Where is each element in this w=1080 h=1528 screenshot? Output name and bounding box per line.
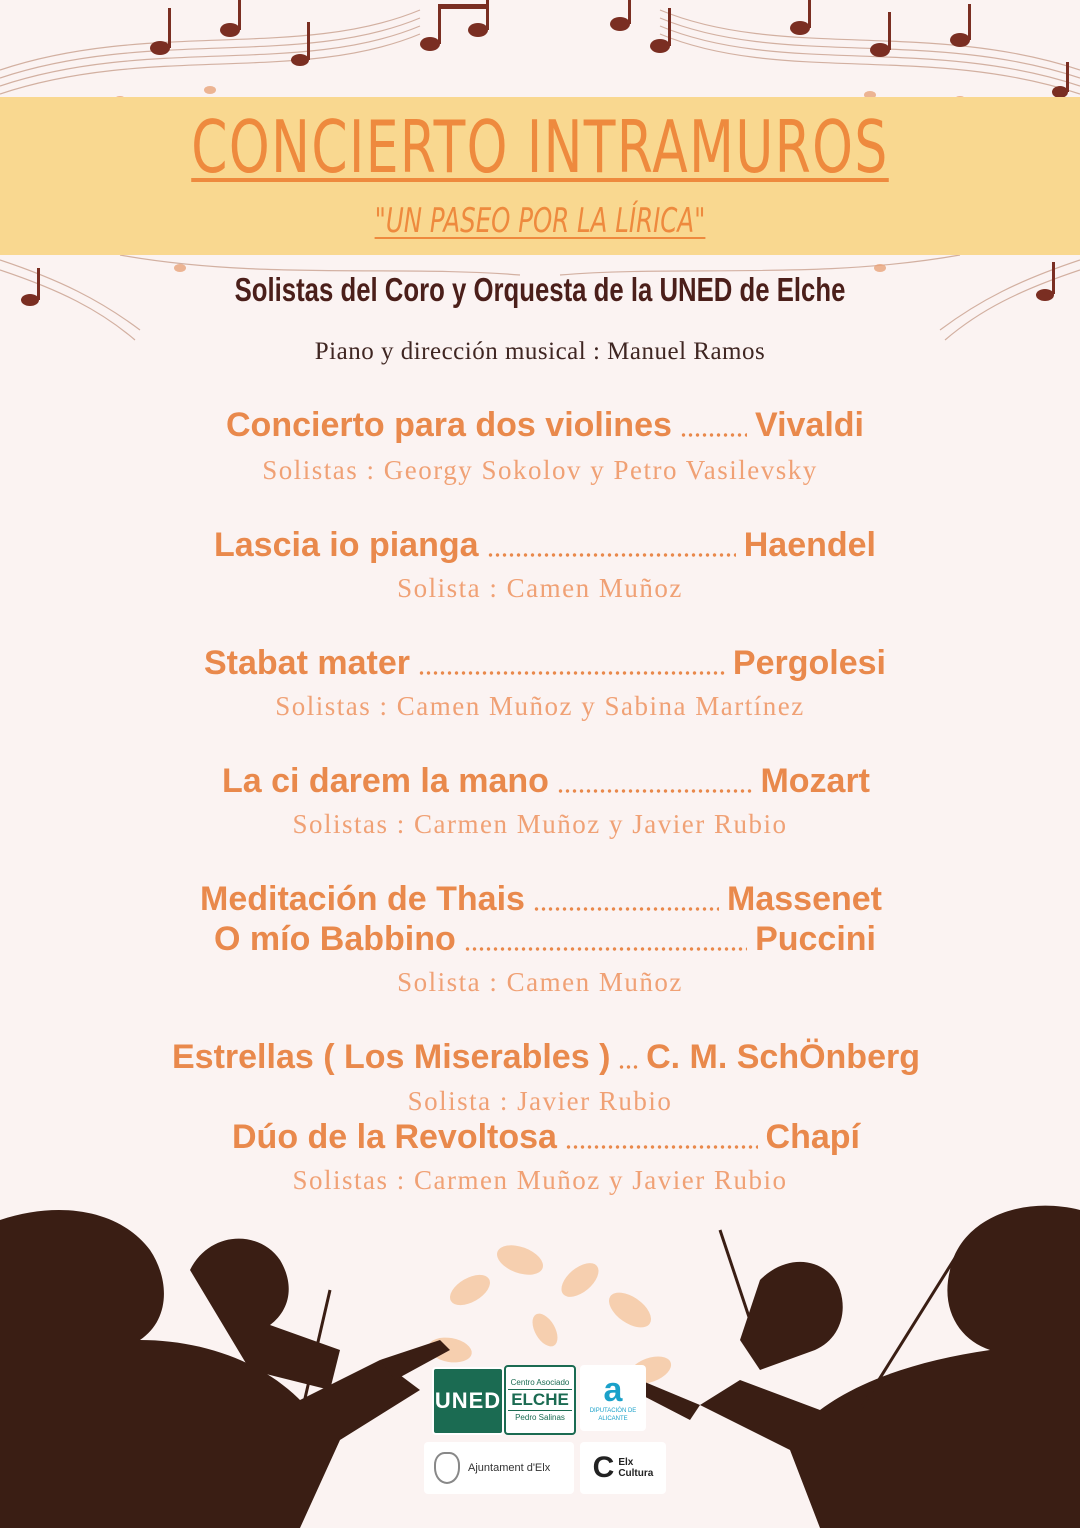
centro-subname: Pedro Salinas <box>515 1413 565 1422</box>
program-item <box>200 878 882 920</box>
work-title: Stabat mater <box>204 644 410 682</box>
program-item <box>214 918 876 960</box>
composer-name: Vivaldi <box>755 406 864 444</box>
diputacion-mark: a <box>603 1371 623 1409</box>
composer-name: C. M. SchÖnberg <box>646 1038 920 1076</box>
dot-leader <box>557 789 753 793</box>
composer-name: Pergolesi <box>732 644 886 682</box>
composer-name: Puccini <box>755 920 876 958</box>
concert-subtitle: "UN PASEO POR LA LÍRICA" <box>374 201 706 241</box>
centro-label: Centro Asociado <box>510 1378 570 1387</box>
dot-leader <box>565 1145 758 1149</box>
soloists-line: Solista : Camen Muñoz <box>397 573 683 603</box>
dot-leader <box>533 907 719 911</box>
diputacion-text: DIPUTACIÓN DE ALICANTE <box>589 1408 637 1422</box>
cultura-top-text: Elx <box>618 1457 634 1468</box>
cultura-bottom-text: Cultura <box>618 1468 654 1479</box>
soloists-line: Solista : Camen Muñoz <box>397 967 683 997</box>
dot-leader <box>487 553 736 557</box>
program-item <box>226 404 864 446</box>
composer-name: Haendel <box>743 526 876 564</box>
program-item <box>204 642 886 684</box>
dot-leader <box>618 1065 638 1069</box>
program-item <box>222 760 870 802</box>
soloists-line: Solistas : Carmen Muñoz y Javier Rubio <box>292 809 788 839</box>
uned-logo <box>432 1367 504 1435</box>
work-title: Estrellas ( Los Miserables ) <box>172 1038 611 1076</box>
concert-title: CONCIERTO INTRAMUROS <box>191 105 889 189</box>
dot-leader <box>680 433 747 437</box>
work-title: Dúo de la Revoltosa <box>232 1118 557 1156</box>
elx-cultura-logo <box>580 1442 666 1494</box>
soloists-line: Solistas : Camen Muñoz y Sabina Martínez <box>275 691 805 721</box>
program-item <box>232 1116 860 1158</box>
soloists-line: Solistas : Carmen Muñoz y Javier Rubio <box>292 1165 788 1195</box>
city-seal-icon <box>434 1452 460 1484</box>
uned-logo-text: UNED <box>434 1388 502 1413</box>
work-title: Lascia io pianga <box>214 526 479 564</box>
dot-leader <box>418 671 725 675</box>
diputacion-alicante-logo <box>580 1365 646 1431</box>
composer-name: Massenet <box>727 880 882 918</box>
ajuntament-elx-logo <box>424 1442 574 1494</box>
musical-director: Piano y dirección musical : Manuel Ramos <box>314 338 766 365</box>
work-title: La ci darem la mano <box>222 762 549 800</box>
ensemble-name: Solistas del Coro y Orquesta de la UNED de Elche <box>234 271 846 308</box>
soloists-line: Solistas : Georgy Sokolov y Petro Vasilevsky <box>262 455 818 485</box>
dot-leader <box>464 947 747 951</box>
composer-name: Mozart <box>760 762 870 800</box>
soloists-line: Solista : Javier Rubio <box>407 1086 673 1116</box>
cultura-c-icon: C <box>592 1451 615 1484</box>
composer-name: Chapí <box>765 1118 860 1156</box>
ajuntament-text: Ajuntament d'Elx <box>468 1462 551 1474</box>
centro-name: ELCHE <box>508 1389 572 1411</box>
work-title: Concierto para dos violines <box>226 406 672 444</box>
work-title: O mío Babbino <box>214 920 456 958</box>
centro-asociado-elche-logo <box>504 1365 576 1435</box>
program-item <box>172 1036 920 1078</box>
program-item <box>214 524 876 566</box>
work-title: Meditación de Thais <box>200 880 525 918</box>
